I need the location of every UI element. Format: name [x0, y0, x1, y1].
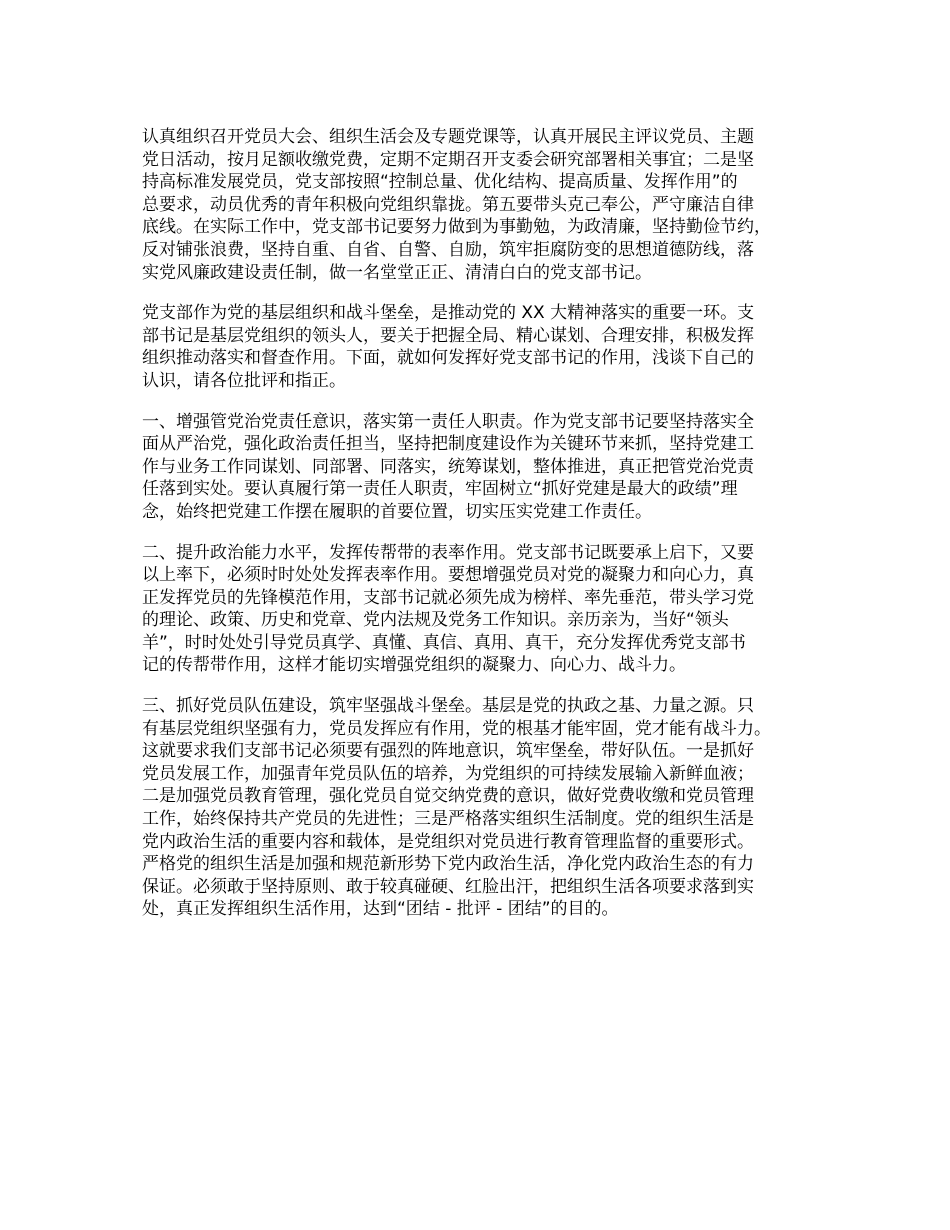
paragraph-line: 认识，请各位批评和指正。 [142, 370, 346, 391]
paragraph-2 [142, 302, 830, 392]
paragraph-line: 念，始终把党建工作摆在履职的首要位置，切实压实党建工作责任。 [142, 501, 652, 522]
paragraph-3 [142, 411, 830, 524]
paragraph-line: 面从严治党，强化政治责任担当，坚持把制度建设作为关键环节来抓，坚持党建工 [142, 434, 754, 455]
paragraph-line: 党日活动，按月足额收缴党费，定期不定期召开支委会研究部署相关事宜；二是坚 [142, 149, 754, 170]
paragraph-line: 二、提升政治能力水平，发挥传帮带的表率作用。党支部书记既要承上启下，又要 [142, 542, 754, 563]
paragraph-line: 实党风廉政建设责任制，做一名堂堂正正、清清白白的党支部书记。 [142, 262, 652, 283]
paragraph-line: 总要求，动员优秀的青年积极向党组织靠拢。第五要带头克己奉公，严守廉洁自律 [142, 194, 754, 215]
paragraph-line: 三、抓好党员队伍建设，筑牢坚强战斗堡垒。基层是党的执政之基、力量之源。只 [142, 696, 754, 717]
document-body [142, 126, 830, 939]
paragraph-line: 组织推动落实和督查作用。下面，就如何发挥好党支部书记的作用，浅谈下自己的 [142, 348, 754, 369]
paragraph-line: 二是加强党员教育管理，强化党员自觉交纳党费的意识，做好党费收缴和党员管理 [142, 786, 754, 807]
paragraph-line: 严格党的组织生活是加强和规范新形势下党内政治生活，净化党内政治生态的有力 [142, 854, 754, 875]
paragraph-line: 底线。在实际工作中，党支部书记要努力做到为事勤勉，为政清廉，坚持勤俭节约， [142, 217, 771, 238]
paragraph-line: 持高标准发展党员，党支部按照“控制总量、优化结构、提高质量、发挥作用”的 [142, 172, 738, 193]
paragraph-line: 认真组织召开党员大会、组织生活会及专题党课等，认真开展民主评议党员、主题 [142, 127, 754, 147]
paragraph-line: 羊”，时时处处引导党员真学、真懂、真信、真用、真干，充分发挥优秀党支部书 [142, 632, 746, 653]
paragraph-line: 作与业务工作同谋划、同部署、同落实，统筹谋划，整体推进，真正把管党治党责 [142, 456, 754, 477]
paragraph-line: 党支部作为党的基层组织和战斗堡垒，是推动党的 XX 大精神落实的重要一环。支 [142, 303, 755, 324]
paragraph-line: 的理论、政策、历史和党章、党内法规及党务工作知识。亲历亲为，当好“领头 [142, 610, 729, 631]
paragraph-line: 工作，始终保持共产党员的先进性；三是严格落实组织生活制度。党的组织生活是 [142, 809, 754, 830]
paragraph-line: 任落到实处。要认真履行第一责任人职责，牢固树立“抓好党建是最大的政绩”理 [142, 479, 738, 500]
paragraph-line: 部书记是基层党组织的领头人，要关于把握全局、精心谋划、合理安排，积极发挥 [142, 325, 754, 346]
paragraph-line: 有基层党组织坚强有力，党员发挥应有作用，党的根基才能牢固，党才能有战斗力。 [142, 718, 771, 739]
paragraph-line: 这就要求我们支部书记必须要有强烈的阵地意识，筑牢堡垒，带好队伍。一是抓好 [142, 741, 754, 762]
paragraph-line: 正发挥党员的先锋模范作用，支部书记就必须先成为榜样、率先垂范，带头学习党 [142, 587, 754, 608]
paragraph-line: 保证。必须敢于坚持原则、敢于较真碰硬、红脸出汗，把组织生活各项要求落到实 [142, 876, 754, 897]
paragraph-line: 处，真正发挥组织生活作用，达到“团结 - 批评 - 团结”的目的。 [142, 899, 619, 920]
paragraph-line: 记的传帮带作用，这样才能切实增强党组织的凝聚力、向心力、战斗力。 [142, 655, 686, 676]
paragraph-4 [142, 542, 830, 678]
paragraph-line: 反对铺张浪费，坚持自重、自省、自警、自励，筑牢拒腐防变的思想道德防线，落 [142, 239, 754, 260]
paragraph-line: 党内政治生活的重要内容和载体，是党组织对党员进行教育管理监督的重要形式。 [142, 831, 754, 852]
paragraph-line: 党员发展工作，加强青年党员队伍的培养，为党组织的可持续发展输入新鲜血液； [142, 763, 754, 784]
paragraph-line: 以上率下，必须时时处处发挥表率作用。要想增强党员对党的凝聚力和向心力，真 [142, 565, 754, 586]
paragraph-1 [142, 126, 830, 284]
paragraph-5 [142, 695, 830, 921]
paragraph-line: 一、增强管党治党责任意识，落实第一责任人职责。作为党支部书记要坚持落实全 [142, 411, 754, 432]
